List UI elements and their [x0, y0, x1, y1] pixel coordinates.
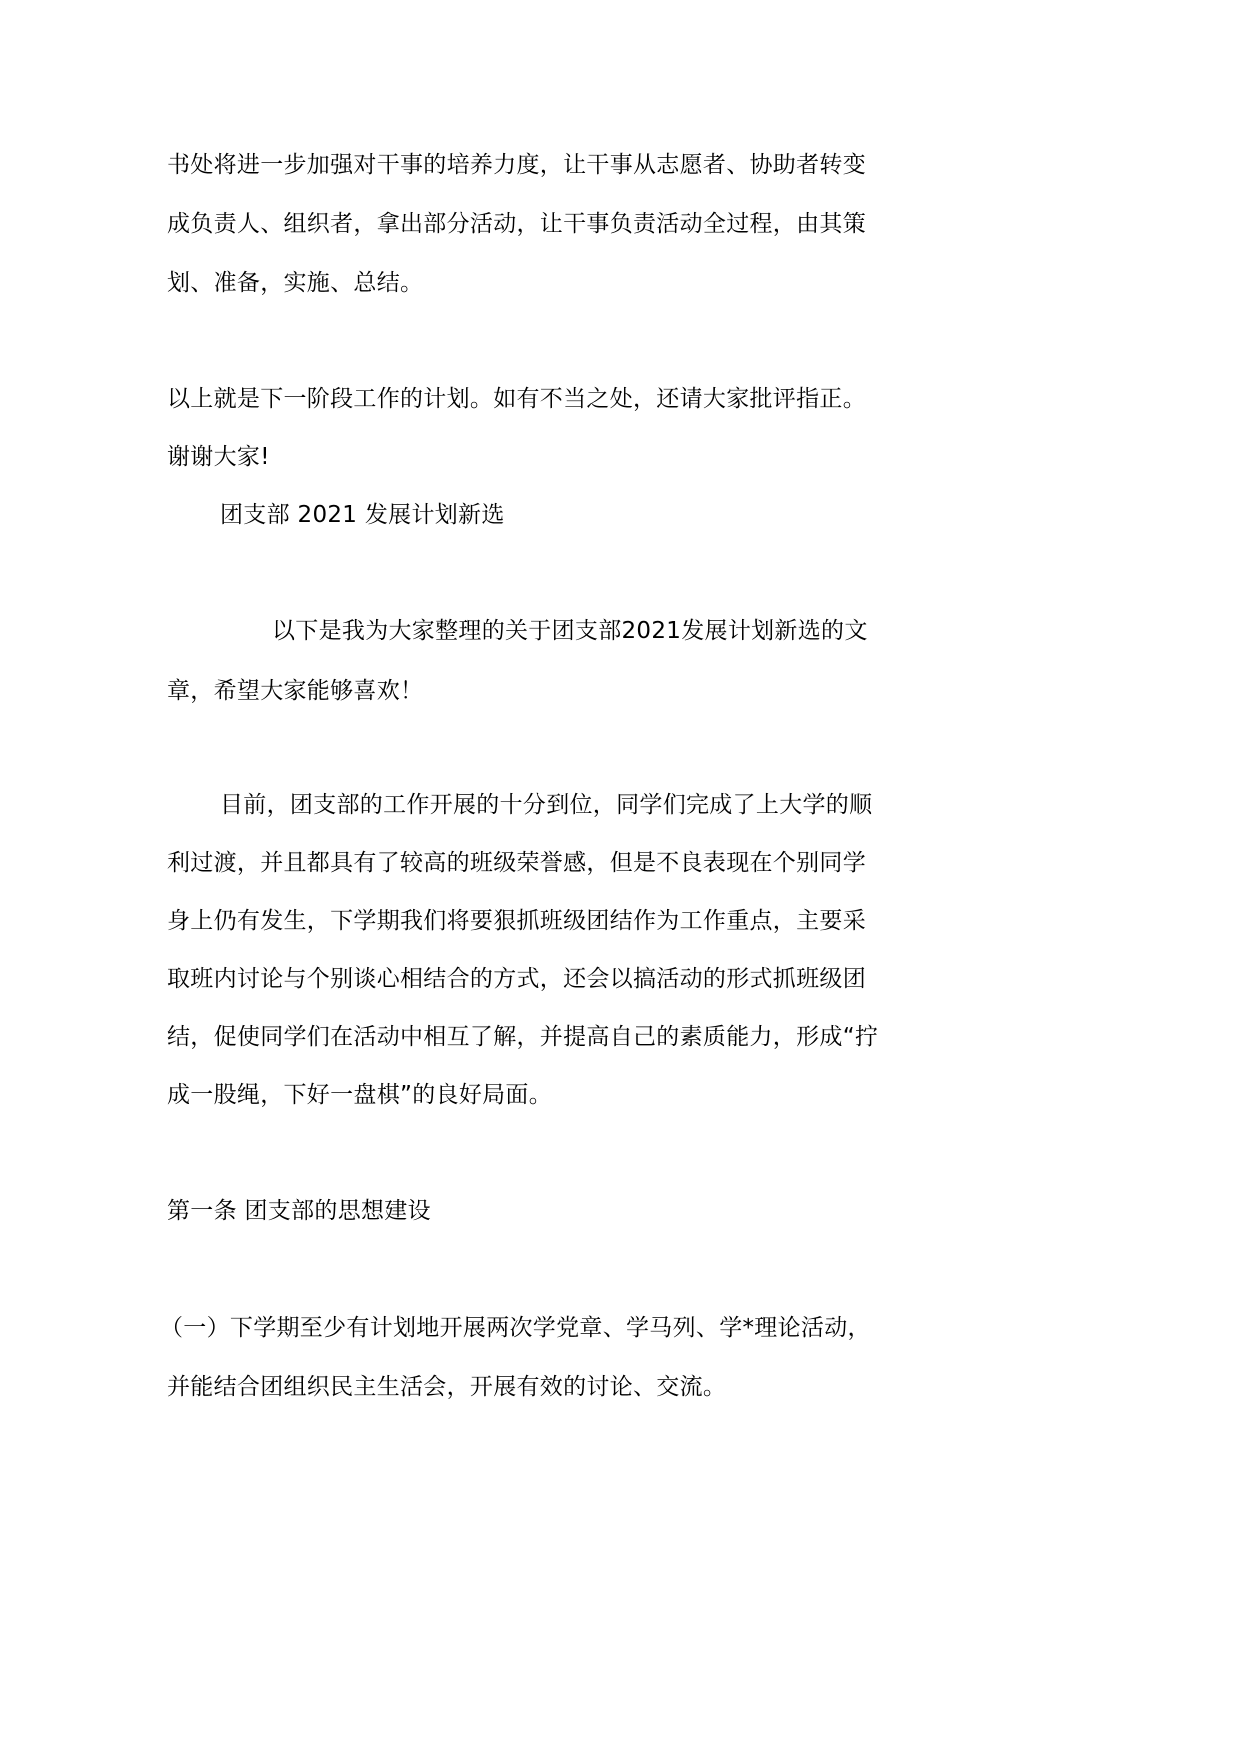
paragraph-line: 身上仍有发生，下学期我们将要狠抓班级团结作为工作重点，主要采	[167, 908, 866, 934]
paragraph-line: 取班内讨论与个别谈心相结合的方式，还会以搞活动的形式抓班级团	[167, 966, 866, 992]
paragraph-line: 谢谢大家!	[167, 444, 270, 470]
paragraph-line: 结，促使同学们在活动中相互了解，并提高自己的素质能力，形成“拧	[167, 1024, 879, 1050]
paragraph-line: 以上就是下一阶段工作的计划。如有不当之处，还请大家批评指正。	[167, 386, 866, 412]
paragraph-line: 成负责人、组织者，拿出部分活动，让干事负责活动全过程，由其策	[167, 211, 866, 237]
paragraph-line: 成一股绳，下好一盘棋”的良好局面。	[167, 1082, 553, 1108]
paragraph-line: 利过渡，并且都具有了较高的班级荣誉感，但是不良表现在个别同学	[167, 850, 866, 876]
paragraph-line: 目前，团支部的工作开展的十分到位，同学们完成了上大学的顺	[220, 792, 873, 818]
article-heading: 第一条 团支部的思想建设	[167, 1198, 431, 1224]
intro-line: 以下是我为大家整理的关于团支部2021发展计划新选的文	[272, 618, 868, 644]
paragraph-line: （一）下学期至少有计划地开展两次学党章、学马列、学*理论活动，	[160, 1315, 871, 1341]
section-title: 团支部 2021 发展计划新选	[220, 502, 505, 528]
intro-line: 章，希望大家能够喜欢！	[167, 678, 424, 704]
paragraph-line: 书处将进一步加强对干事的培养力度，让干事从志愿者、协助者转变	[167, 152, 866, 178]
paragraph-line: 并能结合团组织民主生活会，开展有效的讨论、交流。	[167, 1374, 727, 1400]
paragraph-line: 划、准备，实施、总结。	[167, 270, 424, 296]
